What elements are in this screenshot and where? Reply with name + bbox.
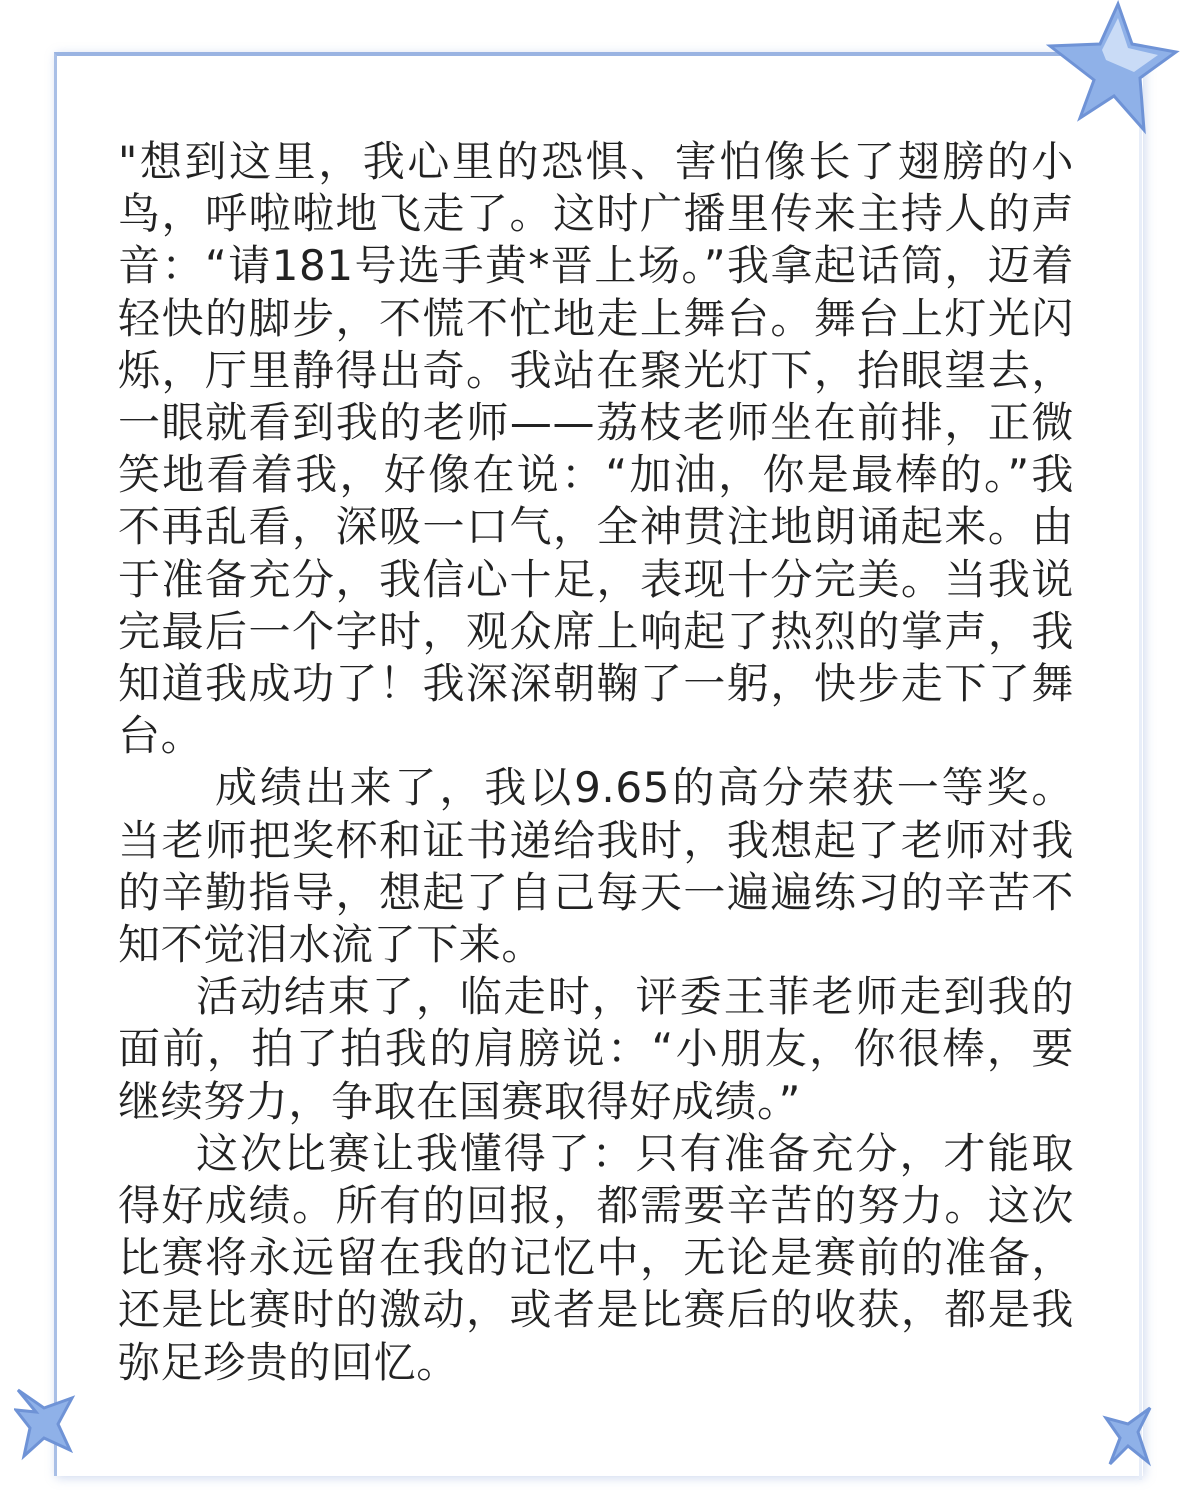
essay-paragraph: "想到这里，我心里的恐惧、害怕像长了翅膀的小鸟，呼啦啦地飞走了。这时广播里传来主持人的声音：“请181号选手黄*晋上场。”我拿起话筒，迈着轻快的脚步，不慌不忙地走上舞台。舞台上灯光闪烁，厅里静得出奇。我站在聚光灯下，抬眼望去，一眼就看到我的老师——荔枝老师坐在前排，正微笑地看着我，好像在说：“加油，你是最棒的。”我不再乱看，深吸一口气，全神贯注地朗诵起来。由于准备充分，我信心十足，表现十分完美。当我说完最后一个字时，观众席上响起了热烈的掌声，我知道我成功了！我深深朝鞠了一躬，快步走下了舞台。 (118, 137, 1074, 761)
star-icon (1040, 0, 1182, 140)
frame-edge (1139, 120, 1142, 1480)
star-shape (16, 1390, 72, 1456)
star-icon (1098, 1398, 1158, 1478)
star-shape (1050, 4, 1176, 130)
essay-paragraph: 活动结束了，临走时，评委王菲老师走到我的面前，拍了拍我的肩膀说：“小朋友，你很棒，要继续努力，争取在国赛取得好成绩。” (118, 972, 1074, 1126)
essay-body (118, 136, 1074, 1389)
essay-paragraph: 成绩出来了，我以9.65的高分荣获一等奖。当老师把奖杯和证书递给我时，我想起了老师对我的辛勤指导，想起了自己每天一遍遍练习的辛苦不知不觉泪水流了下来。 (118, 763, 1074, 970)
star-icon (14, 1384, 84, 1464)
essay-paragraph: 这次比赛让我懂得了：只有准备充分，才能取得好成绩。所有的回报，都需要辛苦的努力。这次比赛将永远留在我的记忆中，无论是赛前的准备，还是比赛时的激动，或者是比赛后的收获，都是我弥足珍贵的回忆。 (118, 1128, 1074, 1387)
star-shape (1106, 1408, 1150, 1464)
